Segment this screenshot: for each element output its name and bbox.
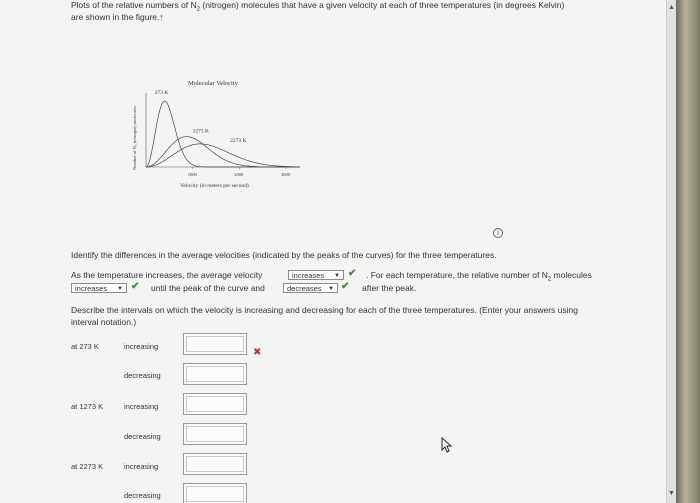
- interval-label: increasing: [124, 342, 159, 351]
- scroll-down-arrow-icon[interactable]: ▼: [668, 490, 675, 497]
- interval-input-1273-decreasing[interactable]: [183, 423, 247, 445]
- x-tick-label: 2000: [234, 172, 244, 177]
- temp-label-2273: at 2273 K: [71, 462, 104, 471]
- check-icon: ✔: [341, 281, 350, 292]
- part1-sentence2-mid: until the peak of the curve and: [151, 283, 265, 293]
- intro-text-line1: Plots of the relative numbers of $N_2$ (nitrogen) molecules that have a given velocity at each of three temperatures (in degrees Kelvin): [71, 0, 565, 13]
- velocity-figure: [130, 75, 310, 195]
- figure-xlabel: Velocity (in meters per second): [180, 183, 249, 189]
- count-before-peak-select[interactable]: increases ▼: [71, 283, 127, 293]
- interval-label: increasing: [124, 462, 159, 471]
- temp-label-1273: at 1273 K: [71, 402, 104, 411]
- part2-prompt-line2: interval notation.): [71, 317, 137, 327]
- chevron-down-icon: ▼: [117, 286, 123, 292]
- check-icon: ✔: [131, 281, 140, 292]
- curve-1273k: [146, 137, 300, 167]
- velocity-trend-select[interactable]: increases ▼: [288, 270, 344, 280]
- part2-prompt-line1: Describe the intervals on which the velocity is increasing and decreasing for each of the three temperatures. (Enter your answers using: [71, 305, 578, 315]
- interval-input-1273-increasing[interactable]: [183, 393, 247, 415]
- interval-label: increasing: [124, 402, 159, 411]
- scroll-up-arrow-icon[interactable]: ▲: [668, 4, 675, 11]
- intro-text-line2: are shown in the figure.†: [71, 12, 164, 22]
- x-tick-label: 3000: [281, 172, 290, 177]
- count-after-peak-select[interactable]: decreases ▼: [283, 283, 338, 293]
- chevron-down-icon: ▼: [334, 273, 340, 279]
- check-icon: ✔: [348, 268, 357, 279]
- series-label: 273 K: [154, 90, 169, 96]
- part1-sentence1-prefix: As the temperature increases, the average velocity: [71, 270, 263, 280]
- series-label: 2273 K: [230, 137, 247, 144]
- interval-label: decreasing: [124, 432, 161, 441]
- dagger-mark: †: [159, 15, 164, 22]
- interval-input-273-increasing[interactable]: [183, 333, 247, 355]
- interval-input-2273-increasing[interactable]: [183, 453, 247, 475]
- chevron-down-icon: ▼: [328, 286, 334, 292]
- interval-label: decreasing: [124, 371, 161, 380]
- interval-input-273-decreasing[interactable]: [183, 363, 247, 385]
- wrong-mark-icon: ✖: [253, 347, 262, 358]
- series-label: 1273 K: [192, 128, 209, 135]
- interval-label: decreasing: [124, 491, 161, 500]
- background-edge: [676, 0, 700, 503]
- temp-label-273: at 273 K: [71, 342, 99, 351]
- interval-input-2273-decreasing[interactable]: [183, 483, 247, 503]
- mouse-cursor-icon: [441, 437, 453, 453]
- part1-sentence2-suffix: after the peak.: [362, 283, 417, 293]
- figure-title: Molecular Velocity: [188, 80, 238, 87]
- x-tick-label: 1000: [187, 172, 197, 177]
- part1-prompt: Identify the differences in the average velocities (indicated by the peaks of the curves) for the three temperatures.: [71, 250, 497, 260]
- figure-ylabel: Number of N₂ (nitrogen) molecules: [132, 105, 137, 170]
- part1-sentence1-mid: . For each temperature, the relative number of $N_2$ molecules: [366, 270, 592, 283]
- info-icon[interactable]: i: [493, 228, 503, 238]
